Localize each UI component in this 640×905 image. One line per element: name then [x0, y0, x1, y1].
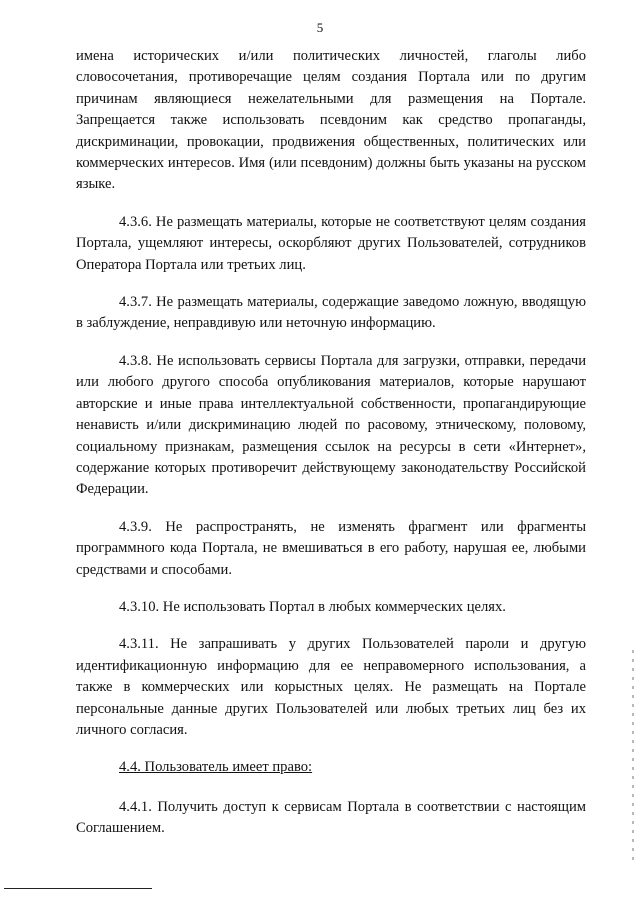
- section-heading-text: 4.4. Пользователь имеет право:: [119, 759, 313, 776]
- document-body: [76, 46, 586, 856]
- clause-4-3-9: 4.3.9. Не распространять, не изменять фрагмент или фрагменты программного кода Портала, не вмешиваться в его работу, нарушая ее, любыми средствами и способами.: [76, 518, 586, 578]
- clause-4-3-7: 4.3.7. Не размещать материалы, содержащие заведомо ложную, вводящую в заблуждение, неправдивую или неточную информацию.: [76, 294, 586, 332]
- footnote-rule: [4, 888, 152, 889]
- scan-edge-artifact: [632, 650, 634, 860]
- clause-4-4-1: 4.4.1. Получить доступ к сервисам Портала в соответствии с настоящим Соглашением.: [76, 798, 586, 837]
- clause-4-3-6: 4.3.6. Не размещать материалы, которые не соответствуют целям создания Портала, ущемляют интересы, оскорбляют других Пользователей, сотрудников Оператора Портала или третьих лиц.: [76, 213, 586, 273]
- clause-4-3-10: 4.3.10. Не использовать Портал в любых коммерческих целях.: [119, 598, 506, 615]
- page-number: 5: [316, 20, 324, 35]
- paragraph-continuation: имена исторических и/или политических личностей, глаголы либо словосочетания, противоречащие целям создания Портала или по другим причинам являющиеся нежелательными для размещения на Портале. Запрещается также использовать псевдоним как средство пропаганды, дискриминации, провокации, продвижения общественных, политических или коммерческих интересов. Имя (или псевдоним) должны быть указаны на русском языке.: [76, 48, 586, 193]
- clause-4-3-11: 4.3.11. Не запрашивать у других Пользователей пароли и другую идентификационную информацию для ее неправомерного использования, а также в коммерческих или корыстных целях. Не размещать на Портале персональные данные других Пользователей или любых третьих лиц без их личного согласия.: [76, 636, 586, 738]
- clause-4-3-8: 4.3.8. Не использовать сервисы Портала для загрузки, отправки, передачи или любого другого способа опубликования материалов, которые нарушают авторские и иные права интеллектуальной собственности, пропагандирующие ненависть и/или дискриминацию людей по расовому, этническому, половому, социальному признакам, размещения ссылок на ресурсы в сети «Интернет», содержание которых противоречит действующему законодательству Российской Федерации.: [76, 352, 586, 498]
- section-heading-4-4: [76, 757, 586, 778]
